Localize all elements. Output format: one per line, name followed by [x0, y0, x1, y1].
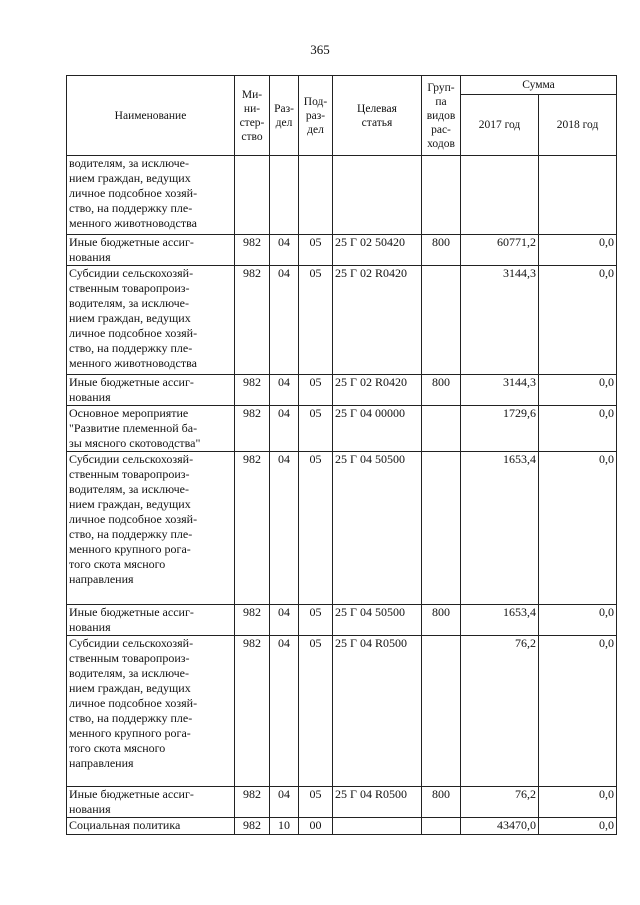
cell-target — [333, 818, 422, 835]
cell-name: Иные бюджетные ассиг- нования — [67, 787, 235, 818]
cell-name: Иные бюджетные ассиг- нования — [67, 235, 235, 266]
cell-sum-2018: 0,0 — [539, 406, 617, 452]
cell-group: 800 — [422, 235, 461, 266]
cell-ministry: 982 — [235, 636, 270, 787]
cell-sum-2018: 0,0 — [539, 235, 617, 266]
header-target: Целевая статья — [333, 76, 422, 156]
cell-sum-2018: 0,0 — [539, 636, 617, 787]
header-year-2018: 2018 год — [539, 95, 617, 156]
cell-ministry: 982 — [235, 452, 270, 605]
cell-subsection: 05 — [299, 787, 333, 818]
cell-group — [422, 818, 461, 835]
cell-ministry: 982 — [235, 235, 270, 266]
table-row — [67, 605, 617, 636]
cell-sum-2017: 76,2 — [461, 787, 539, 818]
cell-sum-2017: 43470,0 — [461, 818, 539, 835]
cell-name: Субсидии сельскохозяй- ственным товаропроиз- водителям, за исключе- нием граждан, ведущих личное подсобное хозяй- ство, на поддержку пле- менного животноводства — [67, 266, 235, 375]
cell-group — [422, 156, 461, 235]
cell-sum-2018: 0,0 — [539, 266, 617, 375]
cell-name: Социальная политика — [67, 818, 235, 835]
table-row — [67, 636, 617, 787]
cell-group: 800 — [422, 605, 461, 636]
cell-section: 10 — [270, 818, 299, 835]
cell-section: 04 — [270, 375, 299, 406]
cell-group — [422, 636, 461, 787]
header-section: Раз- дел — [270, 76, 299, 156]
cell-sum-2017: 76,2 — [461, 636, 539, 787]
cell-target: 25 Г 04 R0500 — [333, 787, 422, 818]
cell-sum-2017: 3144,3 — [461, 375, 539, 406]
cell-sum-2018: 0,0 — [539, 605, 617, 636]
cell-target: 25 Г 04 50500 — [333, 605, 422, 636]
cell-section — [270, 156, 299, 235]
cell-ministry: 982 — [235, 375, 270, 406]
cell-sum-2017: 60771,2 — [461, 235, 539, 266]
cell-name: водителям, за исключе- нием граждан, ведущих личное подсобное хозяй- ство, на поддержку пле- менного животноводства — [67, 156, 235, 235]
cell-sum-2017: 3144,3 — [461, 266, 539, 375]
cell-subsection: 05 — [299, 452, 333, 605]
cell-section: 04 — [270, 605, 299, 636]
cell-sum-2018: 0,0 — [539, 375, 617, 406]
cell-sum-2018: 0,0 — [539, 452, 617, 605]
cell-subsection: 05 — [299, 605, 333, 636]
table-row — [67, 406, 617, 452]
cell-group: 800 — [422, 787, 461, 818]
cell-target: 25 Г 04 R0500 — [333, 636, 422, 787]
cell-subsection: 05 — [299, 235, 333, 266]
cell-group — [422, 452, 461, 605]
cell-subsection: 05 — [299, 636, 333, 787]
cell-target: 25 Г 02 50420 — [333, 235, 422, 266]
header-subsection: Под- раз- дел — [299, 76, 333, 156]
cell-ministry: 982 — [235, 266, 270, 375]
cell-name: Субсидии сельскохозяй- ственным товаропроиз- водителям, за исключе- нием граждан, ведущих личное подсобное хозяй- ство, на поддержку пле- менного крупного рога- того скота мясного направления — [67, 452, 235, 605]
cell-sum-2018: 0,0 — [539, 787, 617, 818]
cell-subsection: 05 — [299, 406, 333, 452]
cell-sum-2018 — [539, 156, 617, 235]
cell-ministry — [235, 156, 270, 235]
header-group: Груп- па видов рас- ходов — [422, 76, 461, 156]
cell-ministry: 982 — [235, 787, 270, 818]
header-year-2017: 2017 год — [461, 95, 539, 156]
cell-section: 04 — [270, 266, 299, 375]
cell-name: Основное мероприятие "Развитие племенной ба- зы мясного скотоводства" — [67, 406, 235, 452]
cell-sum-2017: 1729,6 — [461, 406, 539, 452]
cell-ministry: 982 — [235, 406, 270, 452]
cell-section: 04 — [270, 787, 299, 818]
table-row — [67, 452, 617, 605]
cell-section: 04 — [270, 406, 299, 452]
cell-name: Иные бюджетные ассиг- нования — [67, 375, 235, 406]
header-ministry: Ми- ни- стер- ство — [235, 76, 270, 156]
cell-target: 25 Г 02 R0420 — [333, 266, 422, 375]
table-header-row — [67, 76, 617, 95]
table-row — [67, 156, 617, 235]
cell-name: Иные бюджетные ассиг- нования — [67, 605, 235, 636]
page-number: 365 — [310, 42, 330, 57]
header-name: Наименование — [67, 76, 235, 156]
cell-sum-2018: 0,0 — [539, 818, 617, 835]
table-row — [67, 375, 617, 406]
cell-sum-2017: 1653,4 — [461, 605, 539, 636]
cell-target — [333, 156, 422, 235]
cell-group — [422, 266, 461, 375]
cell-ministry: 982 — [235, 818, 270, 835]
table-row — [67, 235, 617, 266]
table-row — [67, 787, 617, 818]
cell-subsection — [299, 156, 333, 235]
cell-section: 04 — [270, 452, 299, 605]
budget-table — [66, 75, 617, 835]
cell-target: 25 Г 04 50500 — [333, 452, 422, 605]
cell-subsection: 00 — [299, 818, 333, 835]
cell-group: 800 — [422, 375, 461, 406]
cell-section: 04 — [270, 636, 299, 787]
cell-section: 04 — [270, 235, 299, 266]
cell-name: Субсидии сельскохозяй- ственным товаропроиз- водителям, за исключе- нием граждан, ведущих личное подсобное хозяй- ство, на поддержку пле- менного крупного рога- того скота мясного направления — [67, 636, 235, 787]
cell-subsection: 05 — [299, 266, 333, 375]
cell-sum-2017 — [461, 156, 539, 235]
cell-group — [422, 406, 461, 452]
table-row — [67, 266, 617, 375]
cell-subsection: 05 — [299, 375, 333, 406]
cell-sum-2017: 1653,4 — [461, 452, 539, 605]
header-sum: Сумма — [461, 76, 617, 95]
cell-target: 25 Г 02 R0420 — [333, 375, 422, 406]
cell-ministry: 982 — [235, 605, 270, 636]
cell-target: 25 Г 04 00000 — [333, 406, 422, 452]
table-row — [67, 818, 617, 835]
